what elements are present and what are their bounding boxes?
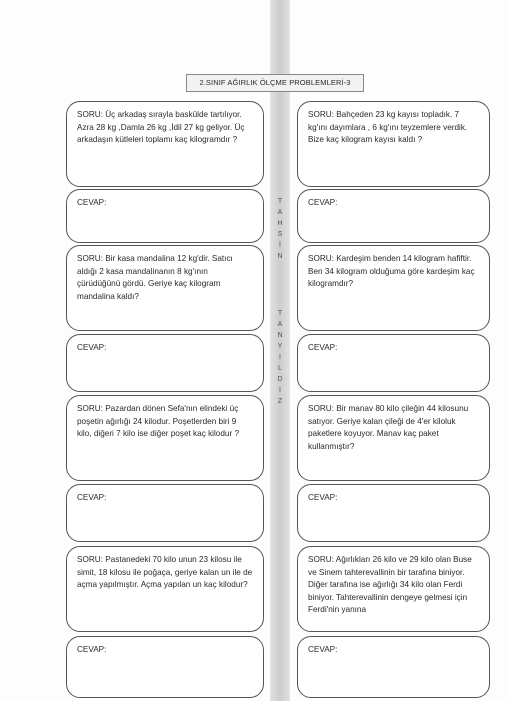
side-letter: I xyxy=(279,387,281,394)
side-letter: N xyxy=(277,332,283,339)
side-letter: T xyxy=(277,310,283,317)
question-box-4: SORU: Kardeşim benden 14 kilogram hafiftir. Ben 34 kilogram olduğuma göre kardeşim kaç kilogramdır? xyxy=(297,245,490,331)
side-letter: N xyxy=(277,253,283,260)
side-letter: T xyxy=(277,198,283,205)
answer-box-4[interactable]: CEVAP: xyxy=(297,334,490,392)
answer-box-6[interactable]: CEVAP: xyxy=(297,484,490,542)
answer-box-8[interactable]: CEVAP: xyxy=(297,636,490,698)
side-letter: L xyxy=(278,365,282,372)
question-box-2: SORU: Bahçeden 23 kg kayısı topladık. 7 kg'ını dayımlara , 6 kg'ını teyzemlere verdik. Bize kaç kilogram kayısı kaldı ? xyxy=(297,101,490,187)
vertical-name-first xyxy=(273,196,287,262)
vertical-name-last xyxy=(273,308,287,407)
question-box-3: SORU: Bir kasa mandalina 12 kg'dir. Satıcı aldığı 2 kasa mandalinanın 8 kg'ının çürüdüğünü gördü. Geriye kaç kilogram mandalina kaldı? xyxy=(66,245,264,331)
side-letter: Y xyxy=(277,343,283,350)
side-letter: I xyxy=(279,354,281,361)
side-letter: D xyxy=(277,376,283,383)
side-letter: A xyxy=(277,209,283,216)
answer-box-7[interactable]: CEVAP: xyxy=(66,636,264,698)
side-letter: İ xyxy=(279,242,281,249)
question-box-5: SORU: Pazardan dönen Sefa'nın elindeki üç poşetin ağırlığı 24 kilodur. Poşetlerden biri 9 kilo, diğeri 7 kilo ise diğer poşet kaç kilodur ? xyxy=(66,395,264,481)
question-box-7: SORU: Pastanedeki 70 kilo unun 23 kilosu ile simit, 18 kilosu ile poğaça, geriye kalan un ile de açma yapılmıştır. Açma yapılan un kaç kilodur? xyxy=(66,546,264,632)
worksheet-title: 2.SINIF AĞIRLIK ÖLÇME PROBLEMLERİ-3 xyxy=(186,74,364,92)
question-box-1: SORU: Üç arkadaş sırayla baskülde tartılıyor. Azra 28 kg ,Damla 26 kg ,İdil 27 kg geliyor. Üç arkadaşın kütleleri toplamı kaç kilogramdır ? xyxy=(66,101,264,187)
answer-box-5[interactable]: CEVAP: xyxy=(66,484,264,542)
answer-box-3[interactable]: CEVAP: xyxy=(66,334,264,392)
side-letter: S xyxy=(277,231,283,238)
side-letter: A xyxy=(277,321,283,328)
question-box-8: SORU: Ağırlıkları 26 kilo ve 29 kilo olan Buse ve Sinem tahterevallinin bir tarafına biniyor. Diğer tarafına ise ağırlığı 34 kilo olan Ferdi biniyor. Tahterevallinin dengeye gelmesi için Ferdi'nin yanına xyxy=(297,546,490,632)
answer-box-2[interactable]: CEVAP: xyxy=(297,189,490,243)
side-letter: Z xyxy=(277,398,283,405)
question-box-6: SORU: Bir manav 80 kilo çileğin 44 kilosunu satıyor. Geriye kalan çileği de 4'er kiloluk paketlere koyuyor. Manav kaç paket kullanmıştır? xyxy=(297,395,490,481)
side-letter: H xyxy=(277,220,283,227)
answer-box-1[interactable]: CEVAP: xyxy=(66,189,264,243)
